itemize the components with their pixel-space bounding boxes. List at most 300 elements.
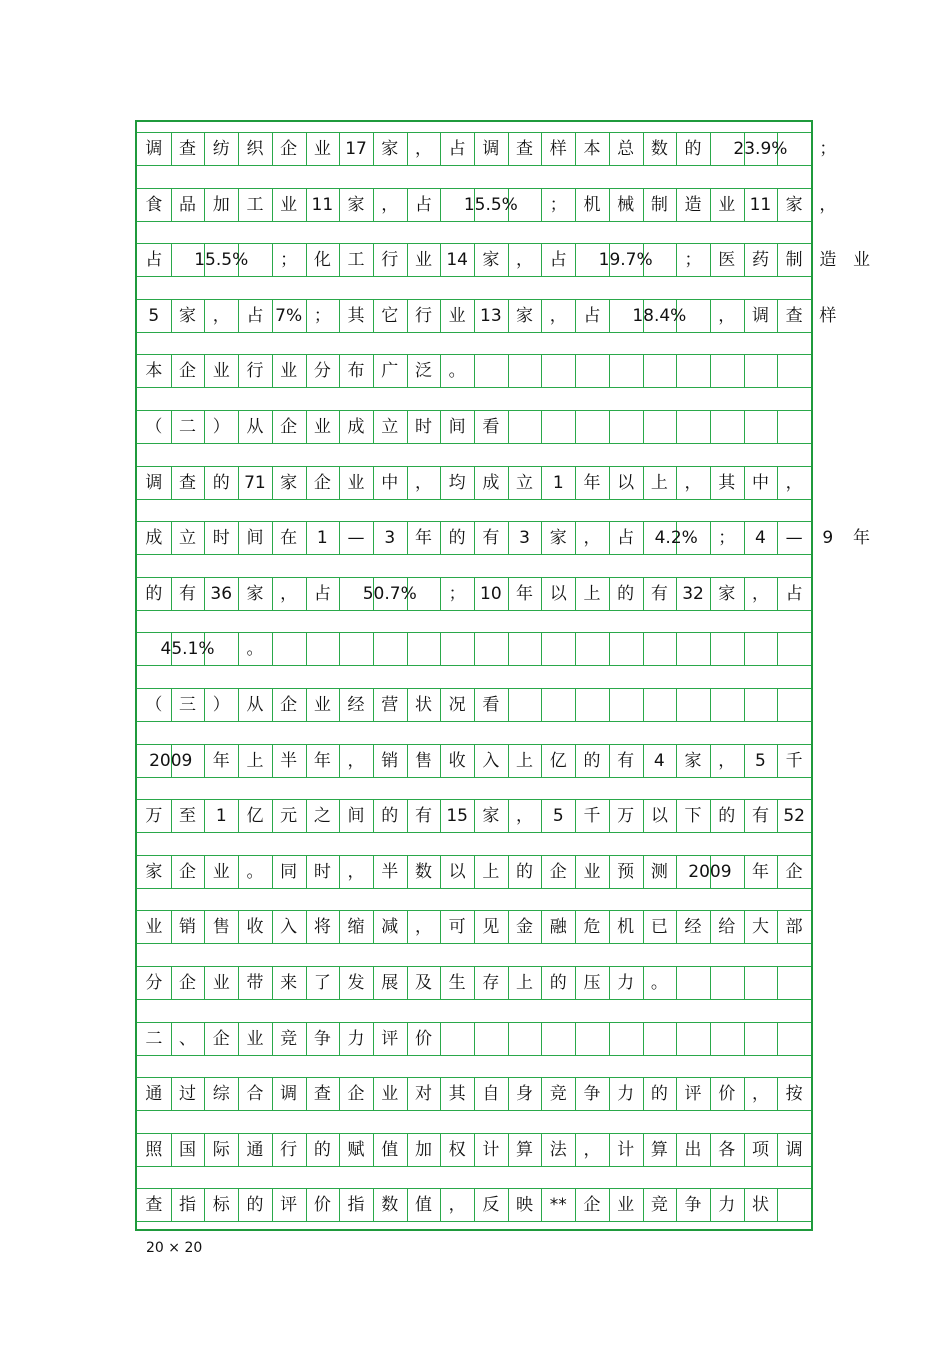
grid-cell: 年 [414, 528, 432, 549]
grid-cell: 时 [414, 417, 432, 437]
grid-divider [676, 1023, 677, 1055]
grid-cell: ， [347, 750, 365, 771]
grid-cell: 2009 [149, 750, 193, 771]
grid-cell: 上 [583, 583, 601, 604]
grid-cell: 可 [448, 917, 466, 938]
grid-row [137, 132, 837, 166]
grid-cell: 。 [448, 361, 466, 382]
grid-cell: 法 [549, 1139, 567, 1160]
grid-cell: ， [718, 305, 736, 326]
grid-cell: 调 [280, 1084, 298, 1105]
grid-cell: 32 [682, 583, 704, 604]
grid-divider [777, 355, 778, 387]
grid-cell: ； [819, 139, 837, 159]
grid-cell: 占 [145, 250, 163, 271]
grid-cell: 企 [280, 417, 298, 437]
grid-cell: 价 [313, 1195, 331, 1216]
grid-cell: 缩 [347, 917, 365, 938]
grid-cell: 家 [482, 806, 500, 827]
grid-divider [541, 633, 542, 665]
grid-cell: 业 [212, 861, 230, 882]
grid-cell: ， [448, 1195, 466, 1216]
grid-cell: 自 [482, 1084, 500, 1105]
grid-cell: 医 [718, 250, 736, 271]
grid-cell: 有 [650, 583, 668, 604]
grid-cell: 二 [145, 1028, 163, 1049]
grid-cell: 均 [448, 472, 466, 493]
grid-row [137, 799, 811, 833]
grid-row [137, 1077, 811, 1111]
grid-row [137, 688, 811, 722]
grid-divider [676, 689, 677, 721]
grid-cell: 时 [313, 861, 331, 882]
grid-cell: 状 [751, 1195, 769, 1216]
grid-row [137, 1022, 811, 1056]
grid-cell: 的 [246, 1195, 264, 1216]
grid-cell: 上 [516, 973, 534, 993]
grid-cell: 它 [381, 305, 399, 326]
grid-cell: 家 [684, 750, 702, 771]
grid-cell: 标 [212, 1195, 230, 1216]
grid-cell: 2009 [688, 861, 732, 882]
grid-divider [777, 411, 778, 443]
grid-divider [643, 689, 644, 721]
grid-cell: 调 [482, 139, 500, 159]
grid-cell: 从 [246, 417, 264, 437]
grid-divider [474, 1023, 475, 1055]
grid-cell: 成 [145, 528, 163, 549]
grid-divider [744, 633, 745, 665]
grid-cell: 大 [751, 917, 769, 938]
grid-cell: 上 [246, 750, 264, 771]
grid-cell: 万 [617, 806, 635, 827]
grid-cell: 的 [145, 583, 163, 604]
grid-cell: 亿 [246, 806, 264, 827]
grid-cell: 从 [246, 695, 264, 715]
grid-cell: 数 [650, 139, 668, 159]
grid-cell: 业 [313, 417, 331, 437]
grid-cell: 价 [718, 1084, 736, 1105]
grid-cell: 千 [785, 750, 803, 771]
grid-cell: ， [516, 250, 534, 271]
grid-cell: 的 [583, 750, 601, 771]
grid-divider [710, 1023, 711, 1055]
grid-row [137, 910, 811, 944]
grid-cell: 械 [617, 194, 635, 215]
grid-divider [508, 689, 509, 721]
grid-cell: 家 [718, 583, 736, 604]
grid-divider [541, 1023, 542, 1055]
grid-cell: 企 [179, 973, 197, 993]
grid-cell: 家 [549, 528, 567, 549]
grid-cell: 5 [552, 806, 564, 827]
grid-cell: 本 [145, 361, 163, 382]
grid-cell: 竞 [650, 1195, 668, 1216]
grid-cell: 上 [482, 861, 500, 882]
grid-cell: 危 [583, 917, 601, 938]
grid-cell: 过 [179, 1084, 197, 1105]
grid-divider [710, 633, 711, 665]
grid-row [137, 855, 811, 889]
grid-cell: ， [347, 861, 365, 882]
grid-cell: 收 [246, 917, 264, 938]
grid-divider [440, 1023, 441, 1055]
grid-cell: ， [684, 472, 702, 493]
grid-divider [710, 355, 711, 387]
grid-cell: 企 [179, 361, 197, 382]
grid-cell: 4 [653, 750, 665, 771]
grid-cell: 5 [755, 750, 766, 771]
grid-cell: ， [718, 750, 736, 771]
grid-cell: ， [414, 139, 432, 159]
grid-divider [508, 633, 509, 665]
grid-cell: 企 [785, 861, 803, 882]
grid-divider [744, 355, 745, 387]
grid-cell: 业 [617, 1195, 635, 1216]
grid-divider [609, 411, 610, 443]
grid-divider [609, 355, 610, 387]
grid-cell: 家 [246, 583, 264, 604]
grid-row [137, 577, 811, 611]
grid-cell: 竞 [549, 1084, 567, 1105]
grid-cell: ， [785, 472, 803, 493]
grid-cell: 给 [718, 917, 736, 938]
grid-row [137, 744, 811, 778]
grid-row [137, 354, 811, 388]
grid-cell: 经 [684, 917, 702, 938]
grid-cell: 化 [313, 250, 331, 271]
grid-divider [575, 689, 576, 721]
grid-cell: ； [448, 583, 466, 604]
grid-cell: 药 [751, 250, 769, 271]
grid-cell: 的 [549, 973, 567, 993]
grid-cell: 23.9% [733, 139, 788, 159]
grid-cell: 纺 [212, 139, 230, 159]
grid-cell: 1 [552, 472, 564, 493]
grid-cell: 通 [246, 1139, 264, 1160]
grid-cell: 11 [749, 194, 772, 215]
grid-cell: 45.1% [160, 639, 215, 660]
grid-cell: 预 [617, 861, 635, 882]
grid-cell: 业 [313, 695, 331, 715]
grid-cell: 赋 [347, 1139, 365, 1160]
grid-divider [407, 633, 408, 665]
grid-cell: 企 [212, 1028, 230, 1049]
grid-cell: 4.2% [654, 528, 698, 549]
grid-divider [643, 633, 644, 665]
grid-divider [373, 633, 374, 665]
grid-cell: 立 [516, 472, 534, 493]
grid-cell: 上 [516, 750, 534, 771]
grid-cell: 立 [179, 528, 197, 549]
grid-row [137, 243, 871, 277]
grid-cell: ， [414, 472, 432, 493]
grid-cell: 融 [549, 917, 567, 938]
grid-divider [777, 967, 778, 999]
grid-cell: 的 [684, 139, 702, 159]
grid-divider [508, 411, 509, 443]
grid-cell: 值 [414, 1195, 432, 1216]
grid-cell: 广 [381, 361, 399, 382]
grid-cell: 11 [311, 194, 334, 215]
grid-divider [541, 689, 542, 721]
grid-cell: 家 [482, 250, 500, 271]
grid-divider [508, 355, 509, 387]
grid-cell: 间 [246, 528, 264, 549]
grid-cell: 计 [617, 1139, 635, 1160]
grid-cell: 企 [179, 861, 197, 882]
grid-cell: 以 [617, 472, 635, 493]
grid-cell: ； [313, 305, 331, 326]
grid-cell: 占 [313, 583, 331, 604]
grid-cell: 存 [482, 973, 500, 993]
grid-divider [676, 633, 677, 665]
grid-cell: ； [549, 194, 567, 215]
grid-cell: 同 [280, 861, 298, 882]
grid-cell: 1 [215, 806, 227, 827]
grid-cell: 中 [381, 472, 399, 493]
grid-cell: 家 [179, 305, 197, 326]
grid-cell: 15.5% [463, 194, 518, 215]
grid-cell: ； [684, 250, 702, 271]
grid-cell: ， [414, 917, 432, 938]
grid-cell: 查 [145, 1195, 163, 1216]
grid-divider [643, 355, 644, 387]
grid-cell: ； [280, 250, 298, 271]
grid-cell: 企 [280, 139, 298, 159]
grid-cell: 查 [179, 472, 197, 493]
grid-cell: 的 [617, 583, 635, 604]
grid-cell: 以 [549, 583, 567, 604]
grid-cell: ， [212, 305, 230, 326]
grid-cell: 有 [179, 583, 197, 604]
grid-cell: 加 [414, 1139, 432, 1160]
grid-cell: 查 [785, 305, 803, 326]
grid-cell: 映 [516, 1195, 534, 1216]
grid-cell: 的 [212, 472, 230, 493]
grid-cell: 金 [516, 917, 534, 938]
grid-cell: 力 [347, 1028, 365, 1049]
grid-cell: 入 [280, 917, 298, 938]
grid-cell: 业 [381, 1084, 399, 1105]
grid-cell: 其 [718, 472, 736, 493]
grid-cell: 算 [650, 1139, 668, 1160]
grid-cell: 企 [280, 695, 298, 715]
grid-divider [777, 1023, 778, 1055]
grid-cell: 竞 [280, 1028, 298, 1049]
grid-cell: 以 [448, 861, 466, 882]
grid-divider [440, 633, 441, 665]
grid-cell: 企 [583, 1195, 601, 1216]
grid-cell: 家 [516, 305, 534, 326]
grid-cell: 业 [718, 194, 736, 215]
grid-cell: 指 [179, 1195, 197, 1216]
grid-divider [676, 967, 677, 999]
grid-cell: 工 [347, 250, 365, 271]
grid-cell: 占 [414, 194, 432, 215]
grid-cell: 机 [617, 917, 635, 938]
grid-cell: 评 [280, 1195, 298, 1216]
grid-cell: 之 [313, 806, 331, 827]
grid-cell: 力 [718, 1195, 736, 1216]
grid-row [137, 299, 837, 333]
grid-row [137, 410, 811, 444]
grid-cell: 的 [718, 806, 736, 827]
grid-cell: 业 [145, 917, 163, 938]
grid-divider [777, 689, 778, 721]
grid-cell: 争 [313, 1028, 331, 1049]
grid-cell: 以 [650, 806, 668, 827]
grid-row [137, 1133, 811, 1167]
grid-divider [676, 411, 677, 443]
grid-cell: 时 [212, 528, 230, 549]
grid-cell: 各 [718, 1139, 736, 1160]
grid-cell: 业 [212, 973, 230, 993]
grid-cell: 其 [448, 1084, 466, 1105]
grid-cell: 17 [345, 139, 367, 159]
grid-divider [744, 1023, 745, 1055]
grid-divider [474, 355, 475, 387]
grid-cell: 7% [275, 305, 303, 326]
grid-cell: ， [751, 583, 769, 604]
grid-cell: 立 [381, 417, 399, 437]
grid-cell: 上 [650, 472, 668, 493]
grid-cell: 况 [448, 695, 466, 715]
grid-cell: 看 [482, 417, 500, 437]
grid-divider [339, 633, 340, 665]
grid-cell: 13 [480, 305, 502, 326]
grid-cell: ） [212, 417, 230, 437]
grid-cell: 布 [347, 361, 365, 382]
grid-cell: 。 [246, 861, 264, 882]
grid-cell: 。 [650, 973, 668, 993]
grid-cell: 有 [751, 806, 769, 827]
grid-cell: 调 [145, 139, 163, 159]
grid-divider [541, 355, 542, 387]
grid-divider [643, 411, 644, 443]
grid-cell: 泛 [414, 361, 432, 382]
grid-cell: 业 [448, 305, 466, 326]
grid-cell: 36 [210, 583, 233, 604]
grid-cell: 间 [347, 806, 365, 827]
grid-cell: ** [549, 1195, 567, 1216]
grid-cell: 在 [280, 528, 298, 549]
grid-cell: 企 [549, 861, 567, 882]
grid-cell: 15 [446, 806, 468, 827]
grid-cell: 了 [313, 973, 331, 993]
grid-cell: 及 [414, 973, 432, 993]
grid-cell: 间 [448, 417, 466, 437]
grid-cell: 有 [617, 750, 635, 771]
grid-cell: 对 [414, 1084, 432, 1105]
grid-row [137, 632, 811, 666]
grid-cell: 家 [145, 861, 163, 882]
grid-cell: （ [145, 417, 163, 437]
grid-cell: 占 [617, 528, 635, 549]
grid-cell: 查 [516, 139, 534, 159]
grid-cell: 分 [145, 973, 163, 993]
grid-cell: 元 [280, 806, 298, 827]
grid-cell: ， [751, 1084, 769, 1105]
grid-cell: ， [819, 194, 837, 215]
grid-row [137, 188, 837, 222]
grid-cell: 年 [583, 472, 601, 493]
grid-cell: 值 [381, 1139, 399, 1160]
grid-cell: 万 [145, 806, 163, 827]
grid-cell: 业 [246, 1028, 264, 1049]
grid-cell: — [785, 528, 803, 549]
grid-cell: 状 [414, 695, 432, 715]
grid-cell: ， [516, 806, 534, 827]
grid-divider [474, 633, 475, 665]
grid-cell: 来 [280, 973, 298, 993]
grid-cell: ） [212, 695, 230, 715]
grid-cell: 半 [381, 861, 399, 882]
grid-divider [575, 633, 576, 665]
grid-cell: 业 [583, 861, 601, 882]
grid-divider [575, 411, 576, 443]
grid-cell: 制 [650, 194, 668, 215]
grid-cell: 半 [280, 750, 298, 771]
grid-cell: 家 [280, 472, 298, 493]
grid-cell: 年 [212, 750, 230, 771]
grid-cell: 50.7% [362, 583, 417, 604]
grid-cell: 亿 [549, 750, 567, 771]
grid-cell: 年 [313, 750, 331, 771]
grid-cell: 年 [751, 861, 769, 882]
grid-divider [777, 633, 778, 665]
grid-cell: 调 [751, 305, 769, 326]
grid-cell: 18.4% [632, 305, 687, 326]
grid-divider [541, 411, 542, 443]
grid-cell: 食 [145, 194, 163, 215]
grid-cell: 经 [347, 695, 365, 715]
grid-cell: ， [549, 305, 567, 326]
grid-cell: 织 [246, 139, 264, 159]
grid-cell: 力 [617, 973, 635, 993]
grid-cell: 销 [381, 750, 399, 771]
grid-cell: 按 [785, 1084, 803, 1105]
grid-cell: 年 [853, 528, 871, 549]
grid-divider [744, 411, 745, 443]
grid-divider [744, 689, 745, 721]
grid-cell: 19.7% [598, 250, 653, 271]
grid-cell: 工 [246, 194, 264, 215]
grid-cell: ， [583, 1139, 601, 1160]
grid-divider [306, 633, 307, 665]
grid-cell: 分 [313, 361, 331, 382]
grid-cell: 3 [384, 528, 396, 549]
grid-cell: 造 [819, 250, 837, 271]
grid-cell: 入 [482, 750, 500, 771]
grid-divider [508, 1023, 509, 1055]
grid-cell: 占 [785, 583, 803, 604]
grid-cell: 加 [212, 194, 230, 215]
grid-cell: 造 [684, 194, 702, 215]
grid-cell: 5 [148, 305, 160, 326]
grid-cell: 力 [617, 1084, 635, 1105]
grid-cell: 综 [212, 1084, 230, 1105]
grid-divider [272, 633, 273, 665]
grid-row [137, 466, 811, 500]
grid-cell: 3 [519, 528, 530, 549]
grid-cell: 15.5% [194, 250, 249, 271]
grid-cell: 计 [482, 1139, 500, 1160]
grid-cell: 售 [212, 917, 230, 938]
grid-cell: 带 [246, 973, 264, 993]
grid-divider [676, 355, 677, 387]
grid-cell: 查 [179, 139, 197, 159]
